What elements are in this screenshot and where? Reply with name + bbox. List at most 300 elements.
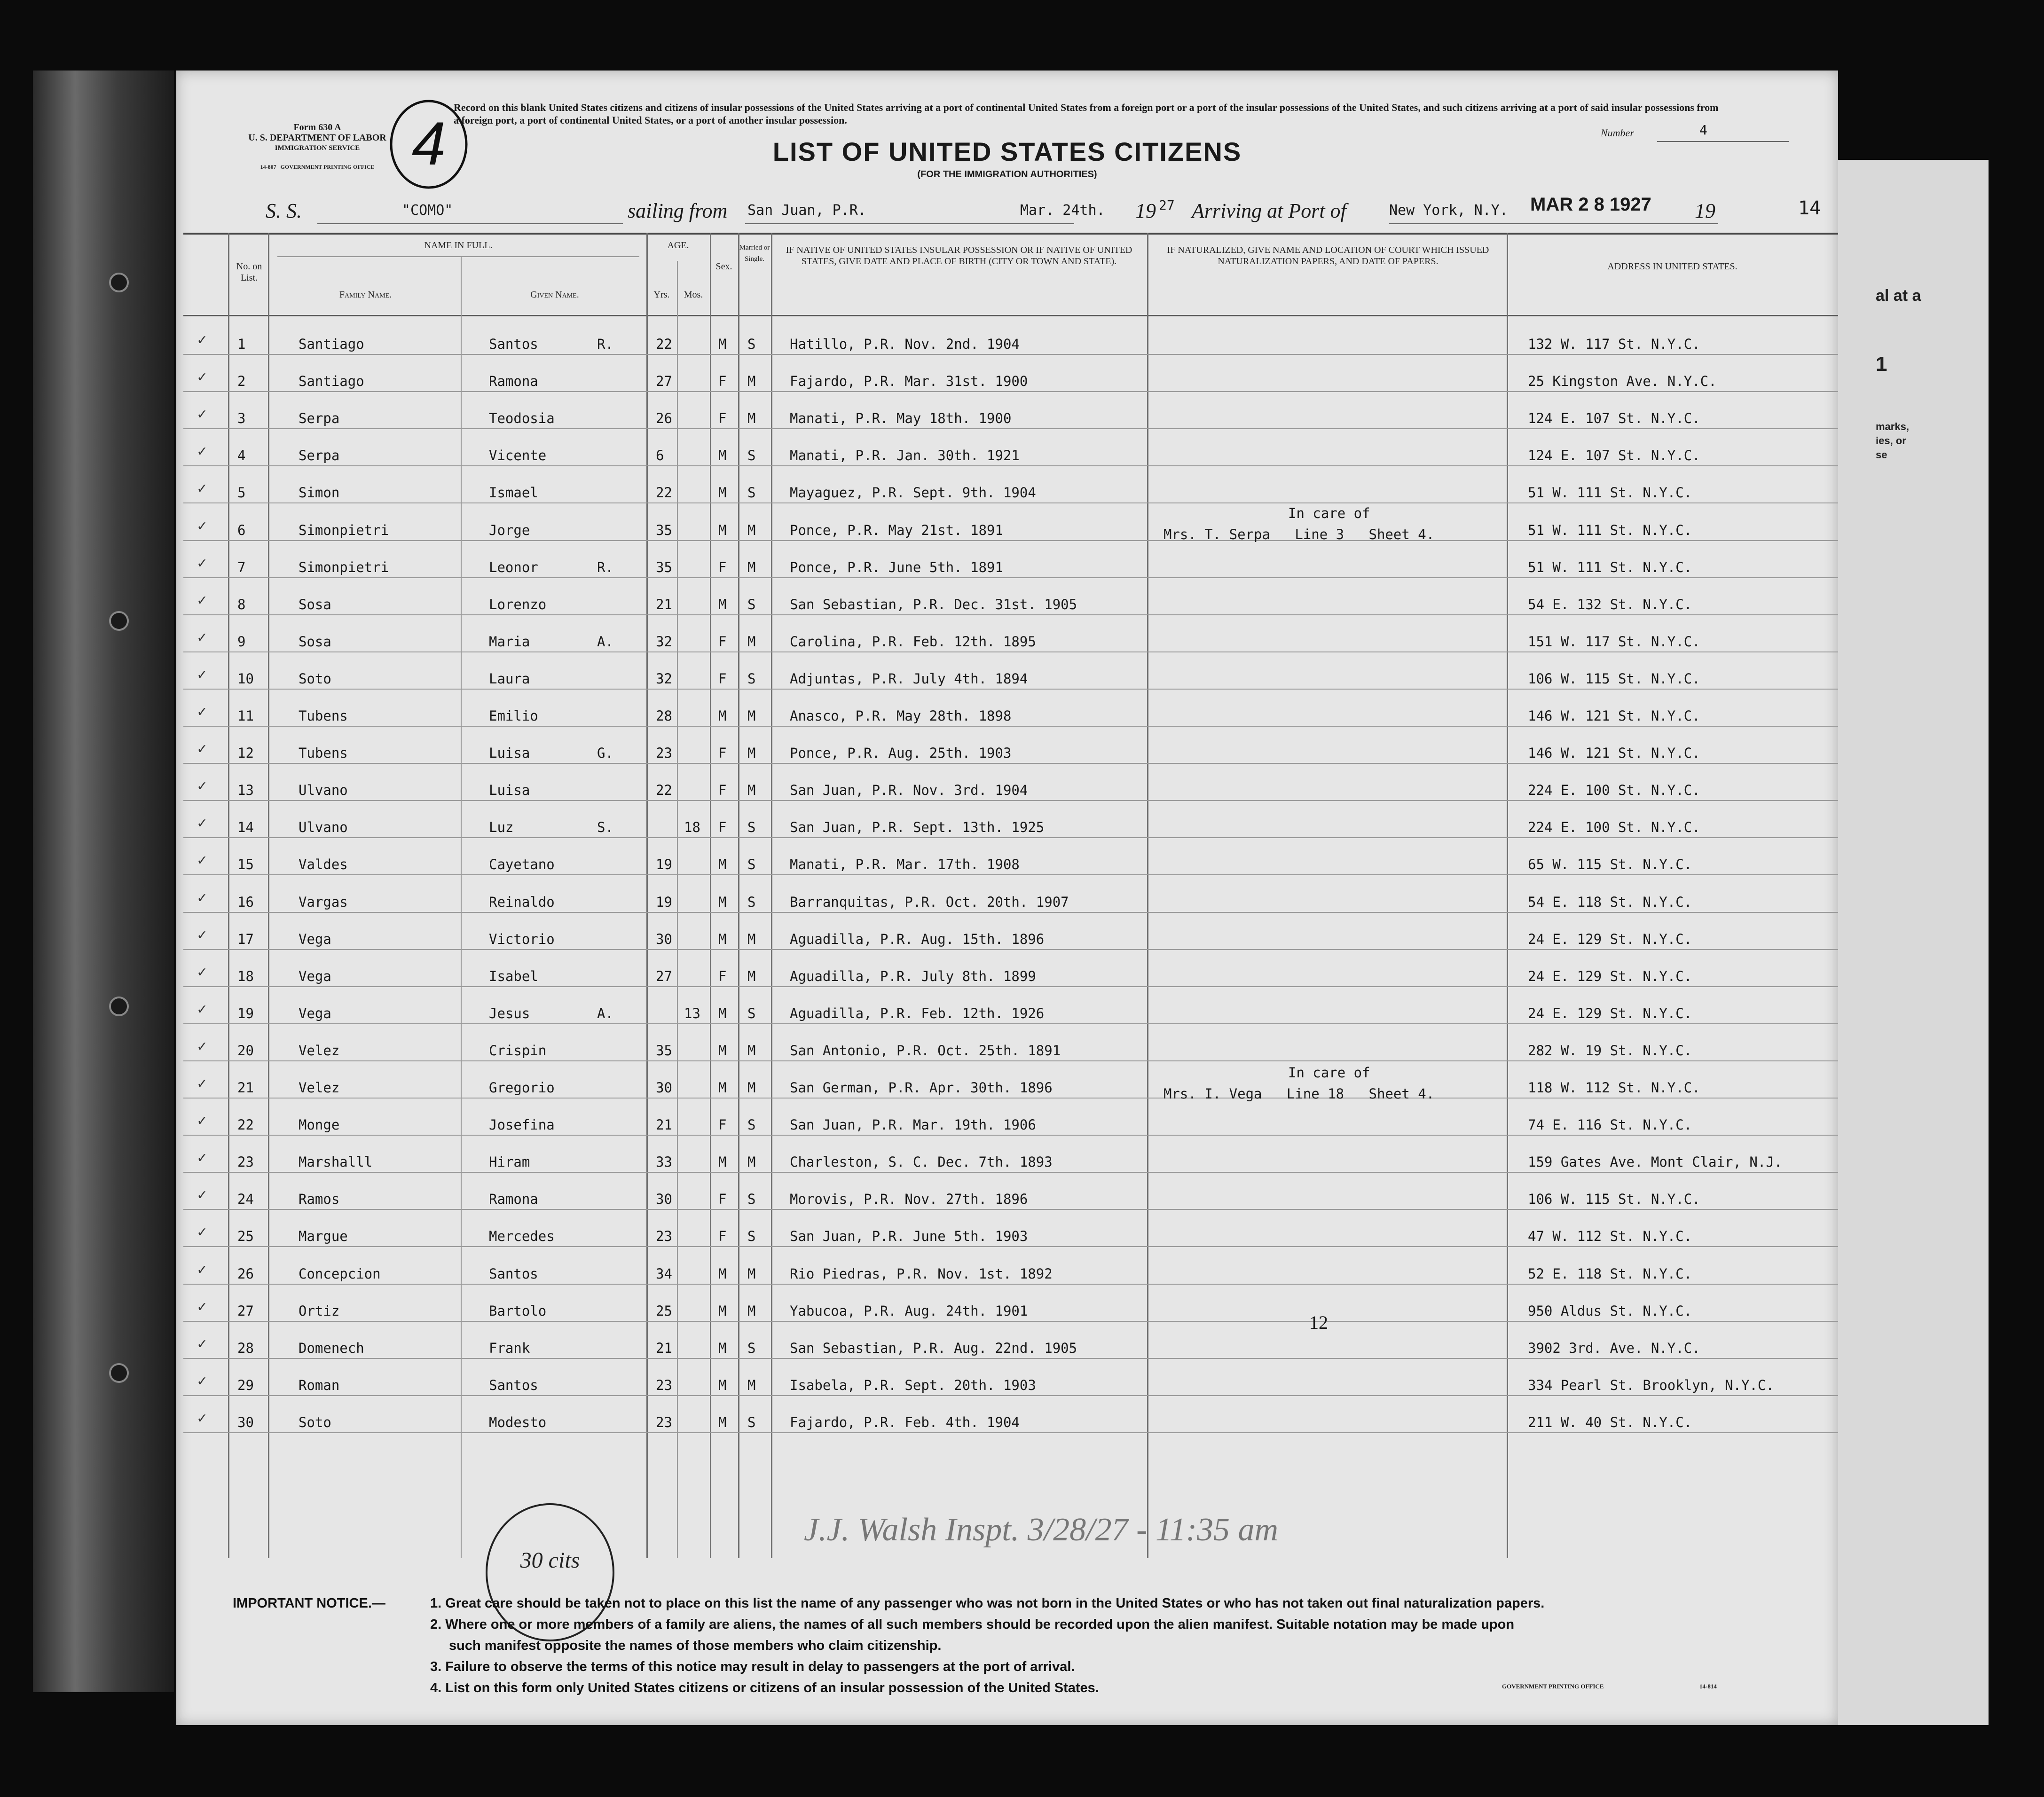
age-months: 13 — [684, 1005, 700, 1021]
sex: M — [718, 1303, 727, 1319]
year-value: 27 — [1159, 197, 1175, 213]
check-mark-icon: ✓ — [197, 777, 207, 795]
address: 51 W. 111 St. N.Y.C. — [1528, 522, 1692, 538]
circled-count-note: 30 cits — [520, 1548, 580, 1573]
marital-status: M — [747, 708, 756, 724]
check-mark-icon: ✓ — [197, 368, 207, 386]
row-number: 28 — [237, 1340, 254, 1356]
sex: F — [718, 745, 727, 761]
sex: M — [718, 1414, 727, 1430]
marital-status: S — [747, 1228, 756, 1245]
notice-item-3: 3. Failure to observe the terms of this notice may result in delay to passengers at the port of arrival. — [430, 1659, 1075, 1674]
family-name: Ramos — [299, 1191, 340, 1208]
address: 106 W. 115 St. N.Y.C. — [1528, 1191, 1700, 1208]
sex: F — [718, 670, 727, 687]
marital-status: M — [747, 522, 756, 538]
header-name-in-full: NAME IN FULL. — [424, 240, 493, 251]
ship-name-underline — [317, 223, 623, 224]
age-years: 32 — [656, 670, 672, 687]
address: 106 W. 115 St. N.Y.C. — [1528, 670, 1700, 687]
table-row — [183, 429, 1838, 466]
instructions: Record on this blank United States citizens and citizens of insular possessions of the United States arriving at a port of continental United States from a foreign port or a port of the insular possessions of the United States, and such citizens arriving at a port of said insular possessions from a foreign port, a port of continental United States, or a port of another insular possession. — [454, 102, 1719, 126]
row-number: 21 — [237, 1080, 254, 1096]
ship-prefix: S. S. — [266, 199, 302, 222]
department: U. S. DEPARTMENT OF LABOR — [248, 133, 386, 143]
address: 950 Aldus St. N.Y.C. — [1528, 1303, 1692, 1319]
address: 52 E. 118 St. N.Y.C. — [1528, 1265, 1692, 1282]
given-name: Vicente — [489, 447, 547, 464]
sex: F — [718, 1191, 727, 1208]
given-name: Luisa — [489, 745, 530, 761]
check-mark-icon: ✓ — [197, 814, 207, 832]
row-number: 10 — [237, 670, 254, 687]
table-row — [183, 763, 1838, 800]
header-married-single: Married or Single. — [739, 244, 770, 263]
birthplace: San Juan, P.R. Mar. 19th. 1906 — [790, 1117, 1036, 1133]
row-number: 26 — [237, 1265, 254, 1282]
given-name: Bartolo — [489, 1303, 547, 1319]
initial: A. — [597, 633, 613, 650]
family-name: Simon — [299, 485, 340, 501]
header-birthplace: IF NATIVE OF UNITED STATES INSULAR POSSESSION OR IF NATIVE OF UNITED STATES, GIVE DATE AND PLACE OF BIRTH (CITY OR TOWN AND STATE). — [786, 245, 1132, 267]
marital-status: S — [747, 1117, 756, 1133]
age-years: 23 — [656, 1414, 672, 1430]
table-row — [183, 1098, 1838, 1135]
marital-status: M — [747, 410, 756, 427]
sex: F — [718, 968, 727, 984]
family-name: Vargas — [299, 894, 348, 910]
row-number: 22 — [237, 1117, 254, 1133]
header-given-name: Given Name. — [530, 290, 579, 300]
given-name: Laura — [489, 670, 530, 687]
care-note-2-line-2: Mrs. I. Vega Line 18 Sheet 4. — [1164, 1086, 1435, 1102]
footer-printer: GOVERNMENT PRINTING OFFICE — [1502, 1683, 1604, 1690]
age-years: 30 — [656, 1191, 672, 1208]
table-row — [183, 317, 1838, 354]
address: 124 E. 107 St. N.Y.C. — [1528, 447, 1700, 464]
sex: M — [718, 522, 727, 538]
ship-name: "COMO" — [402, 202, 453, 219]
family-name: Soto — [299, 670, 331, 687]
row-number: 4 — [237, 447, 246, 464]
notice-item-2: 2. Where one or more members of a family are aliens, the names of all such members should be recorded upon the alien manifest. Suitable notation may be made upon — [430, 1617, 1515, 1632]
check-mark-icon: ✓ — [197, 516, 207, 534]
check-mark-icon: ✓ — [197, 1223, 207, 1241]
row-number: 11 — [237, 708, 254, 724]
check-mark-icon: ✓ — [197, 999, 207, 1018]
given-name: Isabel — [489, 968, 538, 984]
notice-item-4: 4. List on this form only United States citizens or citizens of an insular possession of the United States. — [430, 1680, 1099, 1695]
address: 24 E. 129 St. N.Y.C. — [1528, 1005, 1692, 1021]
sailing-from-underline — [745, 223, 1074, 224]
check-mark-icon: ✓ — [197, 888, 207, 906]
birthplace: Fajardo, P.R. Feb. 4th. 1904 — [790, 1414, 1020, 1430]
age-years: 19 — [656, 856, 672, 873]
initial: A. — [597, 1005, 613, 1021]
family-name: Tubens — [299, 708, 348, 724]
header-sex: Sex. — [715, 261, 732, 272]
given-name: Santos — [489, 1265, 538, 1282]
address: 146 W. 121 St. N.Y.C. — [1528, 745, 1700, 761]
address: 282 W. 19 St. N.Y.C. — [1528, 1042, 1692, 1059]
family-name: Vega — [299, 931, 331, 947]
sailing-from: San Juan, P.R. — [747, 202, 866, 219]
family-name: Roman — [299, 1377, 340, 1393]
table-row — [183, 652, 1838, 689]
birthplace: Yabucoa, P.R. Aug. 24th. 1901 — [790, 1303, 1028, 1319]
page-subtitle: (FOR THE IMMIGRATION AUTHORITIES) — [917, 169, 1097, 180]
row-number: 3 — [237, 410, 246, 427]
header-family-name: Family Name. — [339, 290, 392, 300]
age-years: 22 — [656, 485, 672, 501]
back-page-text: al at a — [1876, 287, 1921, 305]
given-name: Cayetano — [489, 856, 555, 873]
age-years: 23 — [656, 1228, 672, 1245]
age-years: 26 — [656, 410, 672, 427]
header-no-on-list: No. on List. — [236, 261, 262, 283]
address: 25 Kingston Ave. N.Y.C. — [1528, 373, 1717, 390]
address: 47 W. 112 St. N.Y.C. — [1528, 1228, 1692, 1245]
row-number: 18 — [237, 968, 254, 984]
table-row — [183, 392, 1838, 429]
marital-status: S — [747, 856, 756, 873]
birthplace: San Antonio, P.R. Oct. 25th. 1891 — [790, 1042, 1061, 1059]
number-label: Number — [1601, 127, 1634, 139]
table-row — [183, 912, 1838, 950]
check-mark-icon: ✓ — [197, 702, 207, 720]
family-name: Simonpietri — [299, 522, 389, 538]
family-name: Ulvano — [299, 819, 348, 836]
year-prefix-2: 19 — [1695, 199, 1715, 222]
row-number: 2 — [237, 373, 246, 390]
header-address: ADDRESS IN UNITED STATES. — [1607, 261, 1737, 272]
header-age: AGE. — [667, 240, 689, 251]
given-name: Teodosia — [489, 410, 555, 427]
given-name: Ramona — [489, 1191, 538, 1208]
given-name: Victorio — [489, 931, 555, 947]
address: 211 W. 40 St. N.Y.C. — [1528, 1414, 1692, 1430]
given-name: Modesto — [489, 1414, 547, 1430]
binder-hole — [109, 273, 129, 292]
binder-spine — [33, 71, 174, 1692]
notice-item-2-cont: such manifest opposite the names of those members who claim citizenship. — [449, 1638, 942, 1653]
family-name: Tubens — [299, 745, 348, 761]
sex: M — [718, 596, 727, 612]
address: 334 Pearl St. Brooklyn, N.Y.C. — [1528, 1377, 1774, 1393]
given-name: Hiram — [489, 1154, 530, 1170]
age-years: 21 — [656, 1340, 672, 1356]
check-mark-icon: ✓ — [197, 330, 207, 348]
age-years: 6 — [656, 447, 664, 464]
sex: F — [718, 410, 727, 427]
marital-status: M — [747, 1265, 756, 1282]
family-name: Sosa — [299, 596, 331, 612]
back-page-text: se — [1876, 449, 1887, 461]
arrival-date-stamp: MAR 2 8 1927 — [1530, 194, 1651, 215]
marital-status: M — [747, 1154, 756, 1170]
age-years: 27 — [656, 968, 672, 984]
address: 3902 3rd. Ave. N.Y.C. — [1528, 1340, 1700, 1356]
care-note-1-line-1: In care of — [1288, 505, 1370, 521]
care-note-1-line-2: Mrs. T. Serpa Line 3 Sheet 4. — [1164, 526, 1435, 542]
binder-hole — [109, 611, 129, 631]
family-name: Valdes — [299, 856, 348, 873]
sex: M — [718, 447, 727, 464]
service: IMMIGRATION SERVICE — [275, 144, 360, 152]
row-number: 9 — [237, 633, 246, 650]
age-years: 23 — [656, 745, 672, 761]
row-number: 8 — [237, 596, 246, 612]
age-years: 30 — [656, 1080, 672, 1096]
notice-heading: IMPORTANT NOTICE.— — [233, 1596, 385, 1611]
marital-status: M — [747, 782, 756, 799]
family-name: Santiago — [299, 336, 364, 352]
check-mark-icon: ✓ — [197, 1334, 207, 1352]
family-name: Serpa — [299, 410, 340, 427]
age-years: 30 — [656, 931, 672, 947]
check-mark-icon: ✓ — [197, 665, 207, 683]
address: 65 W. 115 St. N.Y.C. — [1528, 856, 1692, 873]
sheet-number: 14 — [1798, 197, 1821, 219]
row-number: 27 — [237, 1303, 254, 1319]
birthplace: Ponce, P.R. Aug. 25th. 1903 — [790, 745, 1012, 761]
age-years: 32 — [656, 633, 672, 650]
sex: F — [718, 1228, 727, 1245]
check-mark-icon: ✓ — [197, 590, 207, 609]
birthplace: Aguadilla, P.R. Feb. 12th. 1926 — [790, 1005, 1045, 1021]
age-years: 34 — [656, 1265, 672, 1282]
address: 54 E. 132 St. N.Y.C. — [1528, 596, 1692, 612]
family-name: Sosa — [299, 633, 331, 650]
birthplace: Ponce, P.R. June 5th. 1891 — [790, 559, 1003, 575]
birthplace: Barranquitas, P.R. Oct. 20th. 1907 — [790, 894, 1069, 910]
family-name: Serpa — [299, 447, 340, 464]
birthplace: Manati, P.R. May 18th. 1900 — [790, 410, 1012, 427]
table-row — [183, 689, 1838, 726]
row-rule — [183, 1432, 1838, 1433]
marital-status: M — [747, 1042, 756, 1059]
given-name: Luisa — [489, 782, 530, 799]
initial: G. — [597, 745, 613, 761]
marital-status: M — [747, 745, 756, 761]
age-years: 19 — [656, 894, 672, 910]
marital-status: M — [747, 1303, 756, 1319]
sex: M — [718, 1265, 727, 1282]
row-number: 23 — [237, 1154, 254, 1170]
address: 118 W. 112 St. N.Y.C. — [1528, 1080, 1700, 1096]
given-name: Josefina — [489, 1117, 555, 1133]
name-subrule — [277, 256, 639, 257]
row-number: 7 — [237, 559, 246, 575]
check-mark-icon: ✓ — [197, 1148, 207, 1167]
row-number: 1 — [237, 336, 246, 352]
header-naturalized: IF NATURALIZED, GIVE NAME AND LOCATION OF COURT WHICH ISSUED NATURALIZATION PAPERS, AND DATE OF PAPERS. — [1167, 245, 1489, 267]
birthplace: Anasco, P.R. May 28th. 1898 — [790, 708, 1012, 724]
row-number: 15 — [237, 856, 254, 873]
sex: M — [718, 1377, 727, 1393]
sex: F — [718, 782, 727, 799]
table-row — [183, 1061, 1838, 1098]
age-years: 27 — [656, 373, 672, 390]
check-mark-icon: ✓ — [197, 1408, 207, 1427]
row-number: 5 — [237, 485, 246, 501]
table-row — [183, 987, 1838, 1024]
row-number: 13 — [237, 782, 254, 799]
table-row — [183, 1172, 1838, 1209]
age-years: 22 — [656, 336, 672, 352]
table-row — [183, 726, 1838, 763]
footer-code: 14-814 — [1699, 1683, 1717, 1690]
marital-status: S — [747, 670, 756, 687]
marital-status: S — [747, 336, 756, 352]
birthplace: Adjuntas, P.R. July 4th. 1894 — [790, 670, 1028, 687]
given-name: Leonor — [489, 559, 538, 575]
arrival-port: New York, N.Y. — [1389, 202, 1508, 219]
passenger-table — [183, 233, 1838, 1573]
marital-status: S — [747, 1414, 756, 1430]
family-name: Monge — [299, 1117, 340, 1133]
arrival-underline — [1389, 223, 1718, 224]
header-yrs: Yrs. — [653, 290, 670, 300]
marital-status: M — [747, 633, 756, 650]
marital-status: M — [747, 1080, 756, 1096]
binder-hole — [109, 1363, 129, 1383]
sex: F — [718, 633, 727, 650]
small-code: 14-807 — [260, 164, 276, 170]
check-mark-icon: ✓ — [197, 405, 207, 423]
marital-status: M — [747, 931, 756, 947]
row-number: 14 — [237, 819, 254, 836]
address: 124 E. 107 St. N.Y.C. — [1528, 410, 1700, 427]
age-years: 23 — [656, 1377, 672, 1393]
check-mark-icon: ✓ — [197, 1036, 207, 1055]
marital-status: S — [747, 819, 756, 836]
birthplace: Manati, P.R. Mar. 17th. 1908 — [790, 856, 1020, 873]
given-name: Lorenzo — [489, 596, 547, 612]
table-top-rule — [183, 233, 1838, 235]
row-number: 24 — [237, 1191, 254, 1208]
back-page-text: 1 — [1876, 353, 1887, 376]
table-row — [183, 1135, 1838, 1172]
birthplace: Morovis, P.R. Nov. 27th. 1896 — [790, 1191, 1028, 1208]
birthplace: Mayaguez, P.R. Sept. 9th. 1904 — [790, 485, 1036, 501]
sex: M — [718, 1340, 727, 1356]
row-number: 12 — [237, 745, 254, 761]
marital-status: S — [747, 447, 756, 464]
age-years: 35 — [656, 522, 672, 538]
initial: R. — [597, 559, 613, 575]
given-name: Jorge — [489, 522, 530, 538]
age-years: 22 — [656, 782, 672, 799]
sex: M — [718, 931, 727, 947]
family-name: Simonpietri — [299, 559, 389, 575]
check-mark-icon: ✓ — [197, 1297, 207, 1315]
care-note-2-line-1: In care of — [1288, 1065, 1370, 1081]
notice-item-1: 1. Great care should be taken not to place on this list the name of any passenger who was not born in the United States or who has not taken out final naturalization papers. — [430, 1596, 1545, 1611]
birthplace: Fajardo, P.R. Mar. 31st. 1900 — [790, 373, 1028, 390]
family-name: Vega — [299, 1005, 331, 1021]
address: 54 E. 118 St. N.Y.C. — [1528, 894, 1692, 910]
table-row — [183, 1209, 1838, 1247]
table-row — [183, 466, 1838, 503]
address: 24 E. 129 St. N.Y.C. — [1528, 968, 1692, 984]
check-mark-icon: ✓ — [197, 1111, 207, 1130]
sex: M — [718, 856, 727, 873]
sex: M — [718, 1005, 727, 1021]
table-row — [183, 541, 1838, 578]
address: 74 E. 116 St. N.Y.C. — [1528, 1117, 1692, 1133]
sex: F — [718, 1117, 727, 1133]
birthplace: Ponce, P.R. May 21st. 1891 — [790, 522, 1003, 538]
ship-line — [176, 190, 1838, 228]
birthplace: Aguadilla, P.R. Aug. 15th. 1896 — [790, 931, 1045, 947]
given-name: Mercedes — [489, 1228, 555, 1245]
address: 132 W. 117 St. N.Y.C. — [1528, 336, 1700, 352]
row-number: 17 — [237, 931, 254, 947]
given-name: Luz — [489, 819, 514, 836]
row-number: 19 — [237, 1005, 254, 1021]
address: 146 W. 121 St. N.Y.C. — [1528, 708, 1700, 724]
check-mark-icon: ✓ — [197, 553, 207, 572]
sex: M — [718, 894, 727, 910]
sex: M — [718, 1154, 727, 1170]
age-years: 28 — [656, 708, 672, 724]
header-mos: Mos. — [684, 290, 703, 300]
form-number: Form 630 A — [293, 122, 341, 133]
row-number: 6 — [237, 522, 246, 538]
birthplace: San Juan, P.R. June 5th. 1903 — [790, 1228, 1028, 1245]
check-mark-icon: ✓ — [197, 628, 207, 646]
birthplace: Charleston, S. C. Dec. 7th. 1893 — [790, 1154, 1053, 1170]
given-name: Frank — [489, 1340, 530, 1356]
back-page-edge — [1833, 160, 1989, 1725]
sex: M — [718, 336, 727, 352]
table-row — [183, 838, 1838, 875]
check-mark-icon: ✓ — [197, 851, 207, 869]
table-row — [183, 354, 1838, 392]
table-row — [183, 503, 1838, 541]
sex: M — [718, 485, 727, 501]
family-name: Domenech — [299, 1340, 364, 1356]
birthplace: Hatillo, P.R. Nov. 2nd. 1904 — [790, 336, 1020, 352]
count-note: 12 — [1309, 1312, 1328, 1333]
row-number: 20 — [237, 1042, 254, 1059]
marital-status: S — [747, 596, 756, 612]
birthplace: Aguadilla, P.R. July 8th. 1899 — [790, 968, 1036, 984]
table-row — [183, 1358, 1838, 1396]
number-value: 4 — [1699, 122, 1707, 138]
marital-status: M — [747, 968, 756, 984]
check-mark-icon: ✓ — [197, 1260, 207, 1278]
address: 224 E. 100 St. N.Y.C. — [1528, 782, 1700, 799]
year-prefix: 19 — [1135, 199, 1156, 222]
given-name: Ramona — [489, 373, 538, 390]
initial: S. — [597, 819, 613, 836]
table-row — [183, 578, 1838, 615]
birthplace: San Juan, P.R. Sept. 13th. 1925 — [790, 819, 1045, 836]
table-row — [183, 1396, 1838, 1433]
marital-status: M — [747, 1377, 756, 1393]
table-row — [183, 800, 1838, 838]
marital-status: S — [747, 894, 756, 910]
row-number: 30 — [237, 1414, 254, 1430]
check-mark-icon: ✓ — [197, 1074, 207, 1092]
given-name: Santos — [489, 336, 538, 352]
marital-status: M — [747, 559, 756, 575]
marital-status: S — [747, 1005, 756, 1021]
check-mark-icon: ✓ — [197, 479, 207, 497]
sex: M — [718, 1042, 727, 1059]
